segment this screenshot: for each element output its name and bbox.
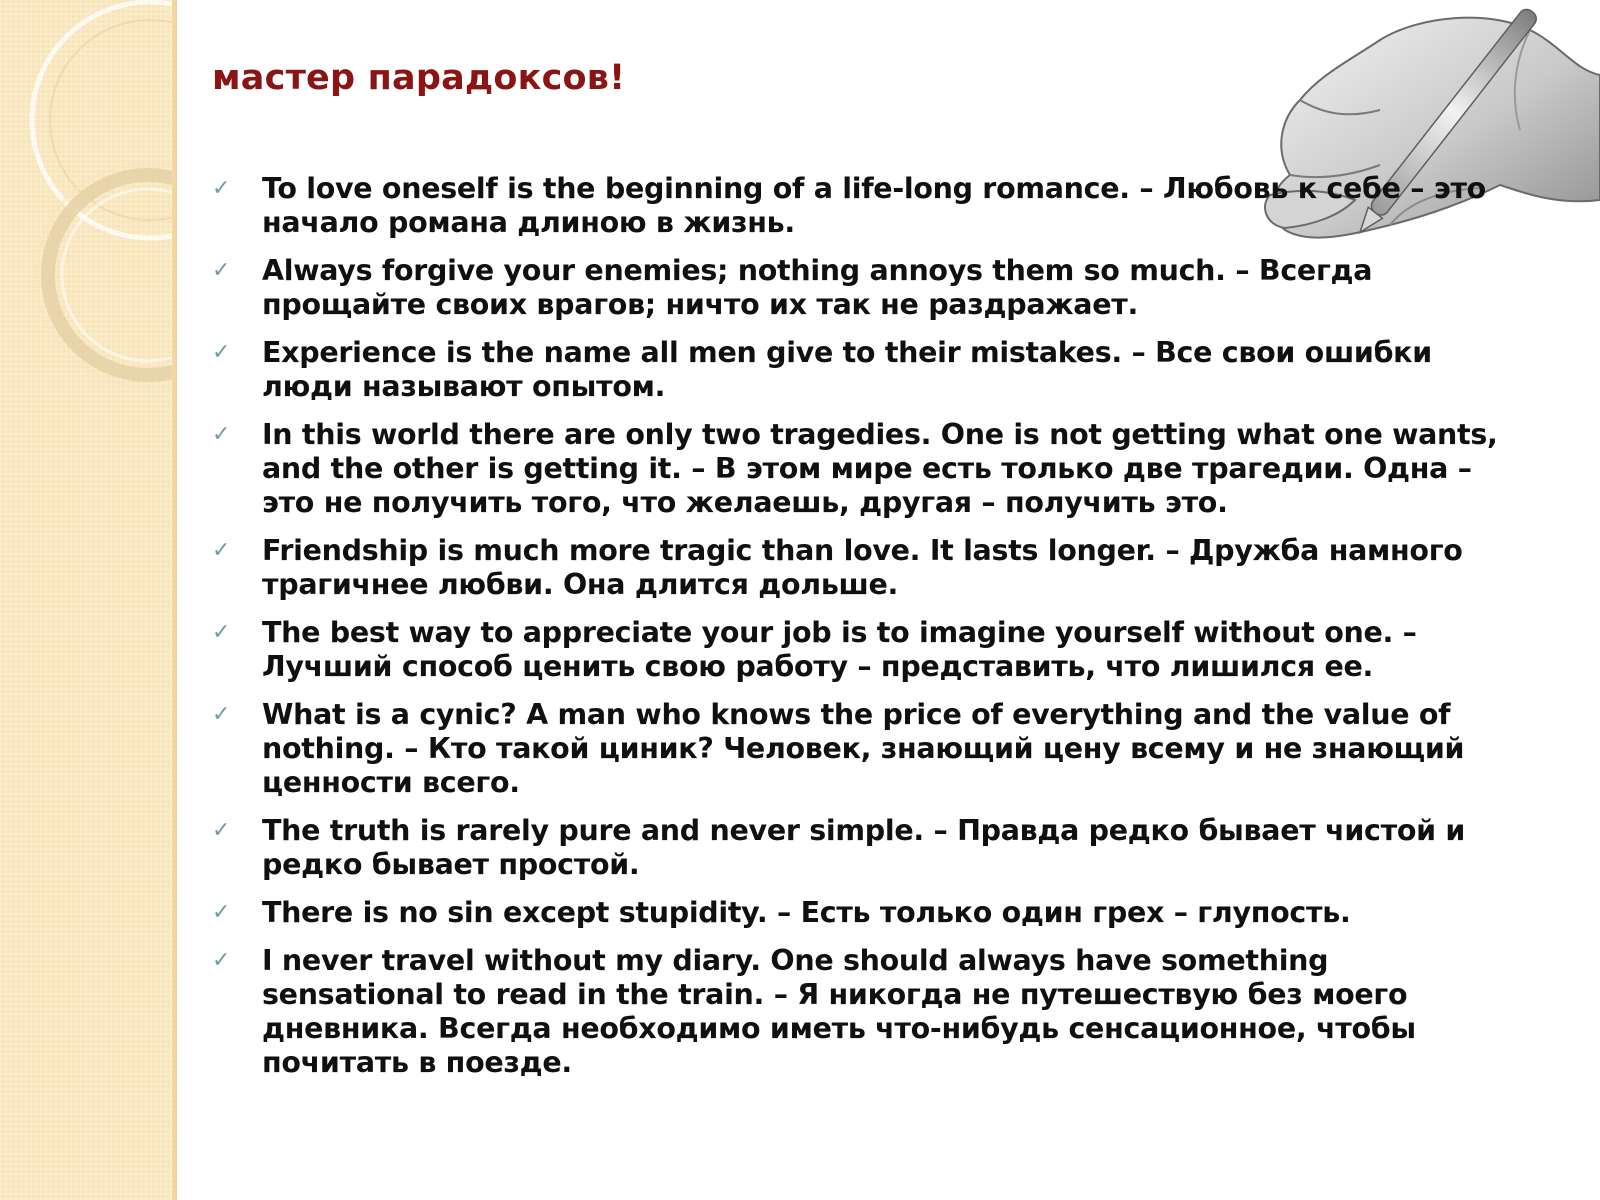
decorative-rings xyxy=(0,0,177,1200)
checkmark-icon: ✓ xyxy=(212,702,231,727)
quote-text: To love oneself is the beginning of a life-long romance. – Любовь к себе – это начало романа длиною в жизнь. xyxy=(262,172,1486,239)
checkmark-icon: ✓ xyxy=(212,340,231,365)
list-item xyxy=(210,616,1510,684)
list-item xyxy=(210,254,1510,322)
quote-text: Always forgive your enemies; nothing annoys them so much. – Всегда прощайте своих врагов; ничто их так не раздражает. xyxy=(262,254,1373,321)
list-item xyxy=(210,814,1510,882)
checkmark-icon: ✓ xyxy=(212,948,231,973)
checkmark-icon: ✓ xyxy=(212,538,231,563)
slide-title: мастер парадоксов! xyxy=(212,58,626,98)
list-item xyxy=(210,172,1510,240)
band-edge xyxy=(172,0,177,1200)
quote-text: In this world there are only two tragedies. One is not getting what one wants, and the other is getting it. – В этом мире есть только две трагедии. Одна – это не получить того, что желаешь, другая – получить это. xyxy=(262,418,1498,519)
list-item xyxy=(210,534,1510,602)
list-item xyxy=(210,896,1510,930)
quote-text: There is no sin except stupidity. – Есть только один грех – глупость. xyxy=(262,896,1351,929)
list-item xyxy=(210,698,1510,800)
quote-text: Experience is the name all men give to their mistakes. – Все свои ошибки люди называют опытом. xyxy=(262,336,1432,403)
list-item xyxy=(210,336,1510,404)
checkmark-icon: ✓ xyxy=(212,422,231,447)
checkmark-icon: ✓ xyxy=(212,620,231,645)
quote-text: I never travel without my diary. One should always have something sensational to read in the train. – Я никогда не путешествую без моего дневника. Всегда необходимо иметь что-нибудь сенсационное, чтобы почитать в поезде. xyxy=(262,944,1416,1079)
quote-text: The best way to appreciate your job is to imagine yourself without one. – Лучший способ ценить свою работу – представить, что лишился ее. xyxy=(262,616,1417,683)
list-item xyxy=(210,944,1510,1080)
list-item xyxy=(210,418,1510,520)
checkmark-icon: ✓ xyxy=(212,818,231,843)
quote-list xyxy=(210,172,1510,1094)
checkmark-icon: ✓ xyxy=(212,176,231,201)
decorative-side-band xyxy=(0,0,177,1200)
quote-text: Friendship is much more tragic than love. It lasts longer. – Дружба намного трагичнее любви. Она длится дольше. xyxy=(262,534,1463,601)
quote-text: What is a cynic? A man who knows the price of everything and the value of nothing. – Кто такой циник? Человек, знающий цену всему и не знающий ценности всего. xyxy=(262,698,1465,799)
checkmark-icon: ✓ xyxy=(212,900,231,925)
quote-text: The truth is rarely pure and never simple. – Правда редко бывает чистой и редко бывает простой. xyxy=(262,814,1466,881)
checkmark-icon: ✓ xyxy=(212,258,231,283)
